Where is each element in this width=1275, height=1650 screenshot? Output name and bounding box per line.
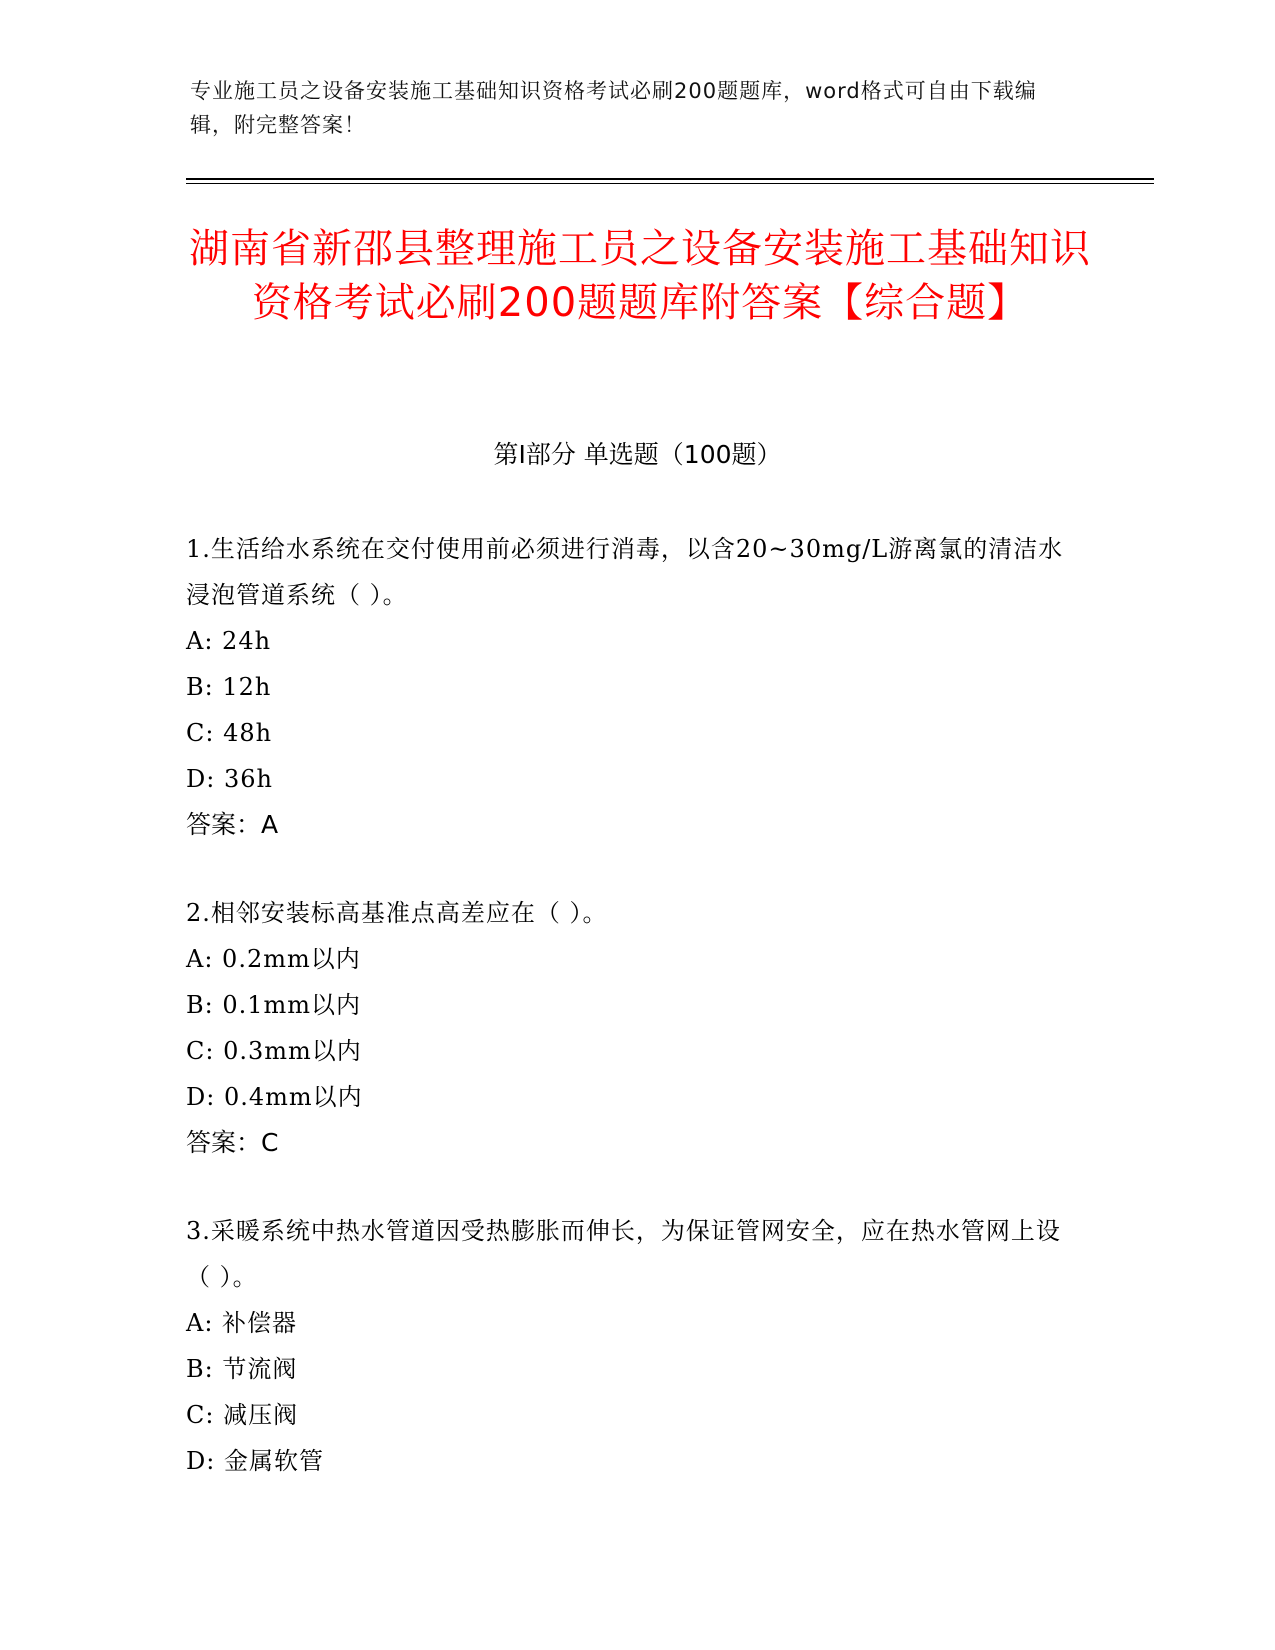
question-stem: 2.相邻安装标高基准点高差应在（ ）。: [186, 899, 608, 927]
question-stem: 1.生活给水系统在交付使用前必须进行消毒，以含20~30mg/L游离氯的清洁水浸泡管道系统（ ）。: [186, 535, 1064, 609]
header-divider-thin: [186, 183, 1154, 184]
answer-line: 答案：A: [186, 810, 279, 839]
option-c: C: 减压阀: [186, 1401, 299, 1429]
question-2: [186, 890, 1066, 1166]
header-divider-thick: [186, 178, 1154, 180]
option-c: C: 48h: [186, 719, 273, 747]
document-title: 湖南省新邵县整理施工员之设备安装施工基础知识资格考试必刷200题题库附答案【综合题】: [189, 226, 1091, 326]
question-3: [186, 1208, 1066, 1484]
option-c: C: 0.3mm以内: [186, 1037, 362, 1065]
option-d: D: 0.4mm以内: [186, 1083, 363, 1111]
header-note: 专业施工员之设备安装施工基础知识资格考试必刷200题题库，word格式可自由下载编辑，附完整答案！: [190, 79, 1037, 137]
option-d: D: 金属软管: [186, 1447, 324, 1475]
answer-line: 答案：C: [186, 1128, 279, 1157]
question-1: [186, 526, 1066, 848]
option-b: B: 12h: [186, 673, 272, 701]
section-heading: 第Ⅰ部分 单选题（100题）: [493, 440, 782, 469]
option-a: A: 补偿器: [186, 1309, 298, 1337]
option-a: A: 0.2mm以内: [186, 945, 361, 973]
option-a: A: 24h: [186, 627, 272, 655]
option-d: D: 36h: [186, 765, 273, 793]
option-b: B: 节流阀: [186, 1355, 298, 1383]
question-stem: 3.采暖系统中热水管道因受热膨胀而伸长，为保证管网安全，应在热水管网上设（ ）。: [186, 1217, 1061, 1291]
question-list: [186, 526, 1066, 1526]
option-b: B: 0.1mm以内: [186, 991, 362, 1019]
